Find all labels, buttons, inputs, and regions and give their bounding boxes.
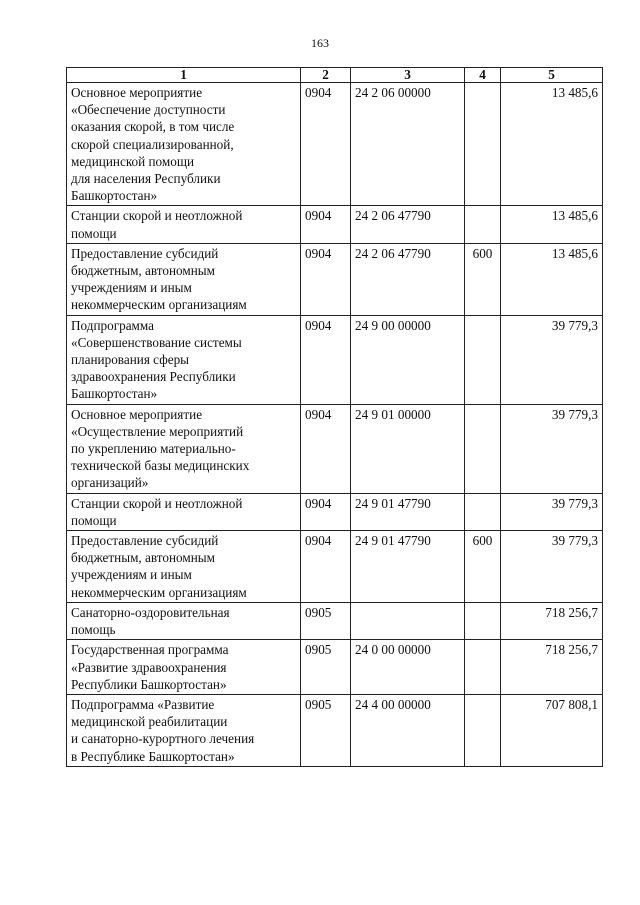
row-target-article-cell: 24 2 06 47790 xyxy=(351,206,465,243)
row-name-cell: Станции скорой и неотложной помощи xyxy=(67,493,301,530)
row-section-cell: 0904 xyxy=(301,83,351,206)
header-col-2: 2 xyxy=(301,68,351,83)
table-row xyxy=(67,694,603,766)
row-section-cell: 0905 xyxy=(301,602,351,639)
budget-table xyxy=(66,67,603,767)
row-target-article-cell: 24 9 00 00000 xyxy=(351,315,465,404)
row-target-article-cell: 24 2 06 47790 xyxy=(351,243,465,315)
row-name-cell: Предоставление субсидий бюджетным, автономным учреждениям и иным некоммерческим организациям xyxy=(67,531,301,603)
row-section-cell: 0904 xyxy=(301,531,351,603)
table-row xyxy=(67,493,603,530)
row-name-cell: Основное мероприятие «Обеспечение доступности оказания скорой, в том числе скорой специализированной, медицинской помощи для населения Республики Башкортостан» xyxy=(67,83,301,206)
row-expense-type-cell xyxy=(465,493,501,530)
row-target-article-cell xyxy=(351,602,465,639)
table-row xyxy=(67,315,603,404)
row-name-cell: Государственная программа «Развитие здравоохранения Республики Башкортостан» xyxy=(67,640,301,695)
row-target-article-cell: 24 0 00 00000 xyxy=(351,640,465,695)
row-expense-type-cell xyxy=(465,602,501,639)
table-row xyxy=(67,243,603,315)
table-row xyxy=(67,206,603,243)
row-amount-cell: 39 779,3 xyxy=(501,493,603,530)
table-row xyxy=(67,404,603,493)
page-number: 163 xyxy=(311,36,329,50)
table-row xyxy=(67,602,603,639)
row-expense-type-cell xyxy=(465,206,501,243)
row-expense-type-cell: 600 xyxy=(465,531,501,603)
row-expense-type-cell xyxy=(465,694,501,766)
row-name-cell: Основное мероприятие «Осуществление мероприятий по укреплению материально- технической базы медицинских организаций» xyxy=(67,404,301,493)
table-row xyxy=(67,640,603,695)
row-section-cell: 0904 xyxy=(301,404,351,493)
row-amount-cell: 39 779,3 xyxy=(501,404,603,493)
row-amount-cell: 39 779,3 xyxy=(501,531,603,603)
row-amount-cell: 39 779,3 xyxy=(501,315,603,404)
header-col-3: 3 xyxy=(351,68,465,83)
row-expense-type-cell xyxy=(465,83,501,206)
row-section-cell: 0904 xyxy=(301,315,351,404)
row-section-cell: 0904 xyxy=(301,493,351,530)
row-amount-cell: 718 256,7 xyxy=(501,640,603,695)
row-section-cell: 0905 xyxy=(301,694,351,766)
header-col-1: 1 xyxy=(67,68,301,83)
header-col-5: 5 xyxy=(501,68,603,83)
table-row xyxy=(67,531,603,603)
row-target-article-cell: 24 2 06 00000 xyxy=(351,83,465,206)
table-row xyxy=(67,83,603,206)
row-name-cell: Подпрограмма «Развитие медицинской реабилитации и санаторно-курортного лечения в Республике Башкортостан» xyxy=(67,694,301,766)
row-expense-type-cell xyxy=(465,315,501,404)
row-section-cell: 0905 xyxy=(301,640,351,695)
row-section-cell: 0904 xyxy=(301,243,351,315)
row-name-cell: Предоставление субсидий бюджетным, автономным учреждениям и иным некоммерческим организациям xyxy=(67,243,301,315)
row-name-cell: Станции скорой и неотложной помощи xyxy=(67,206,301,243)
header-col-4: 4 xyxy=(465,68,501,83)
row-target-article-cell: 24 9 01 47790 xyxy=(351,493,465,530)
row-amount-cell: 718 256,7 xyxy=(501,602,603,639)
row-name-cell: Подпрограмма «Совершенствование системы планирования сферы здравоохранения Республики Башкортостан» xyxy=(67,315,301,404)
row-target-article-cell: 24 9 01 00000 xyxy=(351,404,465,493)
row-amount-cell: 707 808,1 xyxy=(501,694,603,766)
row-expense-type-cell: 600 xyxy=(465,243,501,315)
table-header-row xyxy=(67,68,603,83)
row-name-cell: Санаторно-оздоровительная помощь xyxy=(67,602,301,639)
row-amount-cell: 13 485,6 xyxy=(501,206,603,243)
row-target-article-cell: 24 9 01 47790 xyxy=(351,531,465,603)
row-expense-type-cell xyxy=(465,640,501,695)
row-amount-cell: 13 485,6 xyxy=(501,83,603,206)
row-amount-cell: 13 485,6 xyxy=(501,243,603,315)
row-section-cell: 0904 xyxy=(301,206,351,243)
row-expense-type-cell xyxy=(465,404,501,493)
row-target-article-cell: 24 4 00 00000 xyxy=(351,694,465,766)
